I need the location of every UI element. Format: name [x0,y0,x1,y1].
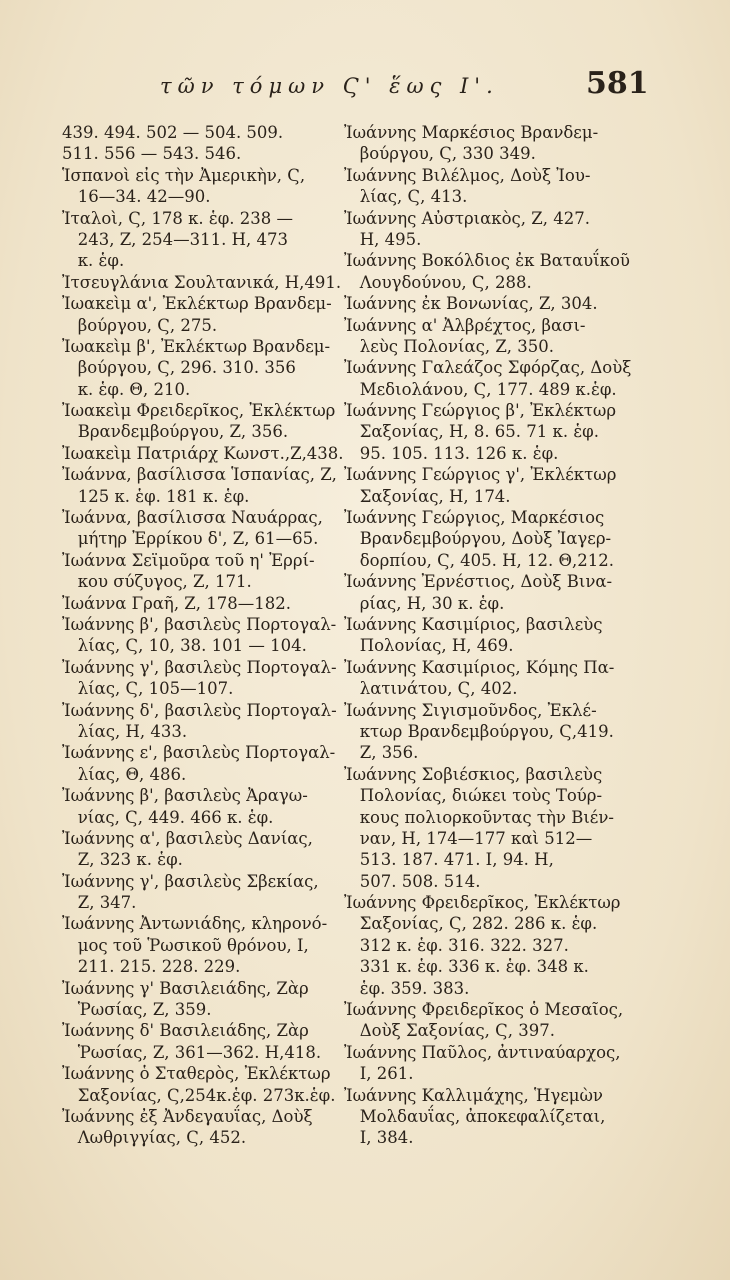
index-entry-line: Ἰωάννης Γεώργιος β', Ἐκλέκτωρ [344,401,617,421]
index-entry-line: Πολονίας, Η, 469. [344,636,514,656]
index-entry-line: κτωρ Βρανδεμβούργου, Ϛ,419. [344,721,614,741]
index-entry-line: δορπίου, Ϛ, 405. Η, 12. Θ,212. [344,550,615,570]
index-entry-line: λατινάτου, Ϛ, 402. [344,679,518,699]
index-entry-line: Ἰωάννης Σιγισμοῦνδος, Ἐκλέ- [344,700,597,720]
running-head: τῶν τόμων Ϛ' ἕως Ι'. [160,74,499,98]
index-entry-line: κ. ἑφ. [62,251,125,271]
index-entry-line: 511. 556 — 543. 546. [62,144,242,164]
index-entry-line: κ. ἑφ. Θ, 210. [62,379,191,399]
index-entry-line: Ἰωάννης β', βασιλεὺς Πορτογαλ- [62,614,337,634]
index-entry-line: 243, Ζ, 254—311. Η, 473 [62,229,289,249]
index-entry-line: Λουγδούνου, Ϛ, 288. [344,272,532,292]
index-entry-line: 439. 494. 502 — 504. 509. [62,123,284,142]
index-entry-line: Ἰωάννης δ' Βασιλειάδης, Ζὰρ [62,1021,309,1041]
index-entry-line: 312 κ. ἑφ. 316. 322. 327. [344,935,569,955]
index-entry-line: Ἰωάννης ε', βασιλεὺς Πορτογαλ- [62,743,336,763]
index-entry-line: κου σύζυγος, Ζ, 171. [62,572,252,592]
index-entry-line: Βρανδεμβούργου, Ζ, 356. [62,422,289,442]
index-entry-line: Σαξονίας, Η, 174. [344,486,511,506]
index-entry-line: Ἰωάννης Ἀντωνιάδης, κληρονό- [62,914,328,934]
index-entry-line: μήτηρ Ἐρρίκου δ', Ζ, 61—65. [62,529,319,549]
index-entry-line: Ἰωάννα, βασίλισσα Ἱσπανίας, Ζ, [62,465,337,485]
index-entry-line: Σαξονίας, Η, 8. 65. 71 κ. ἑφ. [344,422,599,442]
index-entry-line: Ἰτσευγλάνια Σουλτανικά, Η,491. [62,272,342,292]
page-header [0,64,730,104]
index-column-right [344,122,644,1149]
index-entry-line: Ἰωακεὶμ Πατριάρχ Κωνστ.,Ζ,438. [62,443,344,463]
index-entry-line: 16—34. 42—90. [62,187,211,207]
index-entry-line: βούργου, Ϛ, 296. 310. 356 [62,358,296,378]
index-entry-line: Ἰωακεὶμ Φρειδερῖκος, Ἐκλέκτωρ [62,401,336,421]
index-entry-line: Ζ, 347. [62,893,137,913]
index-entry-line: κους πολιορκοῦντας τὴν Βιέν- [344,807,614,827]
index-entry-line: 95. 105. 113. 126 κ. ἑφ. [344,443,559,463]
index-entry-line: Ἰωάννης Ἐρνέστιος, Δοὺξ Βινα- [344,572,613,592]
index-entry-line: Ἰωάννης ὁ Σταθερὸς, Ἐκλέκτωρ [62,1064,331,1084]
index-entry-line: Ἰωάννα Σεϊμοῦρα τοῦ η' Ἐρρί- [62,550,315,570]
index-entry-line: ναν, Η, 174—177 καὶ 512— [344,828,593,848]
index-entry-line: Ἰωάννης Βιλέλμος, Δοὺξ Ἰου- [344,165,591,185]
index-entry-line: 513. 187. 471. Ι, 94. Η, [344,850,554,870]
index-entry-line: Ἰωάννης ἐκ Βονωνίας, Ζ, 304. [344,294,598,314]
index-entry-line: Ἱσπανοὶ εἰς τὴν Ἀμερικὴν, Ϛ, [62,165,306,185]
index-entry-line: Μολδαυΐας, ἀποκεφαλίζεται, [344,1106,606,1126]
index-entry-line: Ἰωάννα, βασίλισσα Ναυάρρας, [62,508,323,528]
index-entry-line: Ἰωάννης γ' Βασιλειάδης, Ζὰρ [62,978,309,998]
index-entry-line: λίας, Θ, 486. [62,764,187,784]
index-entry-line: 507. 508. 514. [344,871,481,891]
index-entry-line: Ἰωάννης Φρειδερῖκος ὁ Μεσαῖος, [344,1000,624,1020]
index-entry-line: Ι, 384. [344,1128,414,1148]
index-entry-line: Σαξονίας, Ϛ, 282. 286 κ. ἑφ. [344,914,598,934]
index-entry-line: λίας, Ϛ, 413. [344,187,468,207]
index-entry-line: Βρανδεμβούργου, Δοὺξ Ἰαγερ- [344,529,612,549]
index-entry-line: Ἰωάννης δ', βασιλεὺς Πορτογαλ- [62,700,337,720]
index-entry-line: Ἰωάννης Σοβιέσκιος, βασιλεὺς [344,764,603,784]
index-entry-line: Ἰωακεὶμ α', Ἐκλέκτωρ Βρανδεμ- [62,294,332,314]
index-entry-line: Ἰωάννης Γεώργιος, Μαρκέσιος [344,508,605,528]
index-entry-line: Ἰταλοὶ, Ϛ, 178 κ. ἑφ. 238 — [62,208,294,228]
index-entry-line: Ἰωάννα Γραῆ, Ζ, 178—182. [62,593,291,613]
index-entry-line: Ῥωσίας, Ζ, 359. [62,1000,212,1020]
index-entry-line: Ἰωάννης Φρειδερῖκος, Ἐκλέκτωρ [344,893,621,913]
page-number: 581 [586,66,649,101]
index-entry-line: Ζ, 323 κ. ἑφ. [62,850,183,870]
index-entry-line: Ῥωσίας, Ζ, 361—362. Η,418. [62,1042,322,1062]
index-entry-line: 125 κ. ἑφ. 181 κ. ἑφ. [62,486,250,506]
index-entry-line: βούργου, Ϛ, 330 349. [344,144,536,164]
index-entry-line: Δοὺξ Σαξονίας, Ϛ, 397. [344,1021,556,1041]
index-entry-line: λίας, Ϛ, 105—107. [62,679,234,699]
index-entry-line: Ἰωάννης α' Ἀλβρέχτος, βασι- [344,315,586,335]
index-entry-line: Ἰωακεὶμ β', Ἐκλέκτωρ Βρανδεμ- [62,336,331,356]
index-entry-line: Ἰωάννης Αὐστριακὸς, Ζ, 427. [344,208,590,228]
index-entry-line: Η, 495. [344,229,422,249]
index-entry-line: Σαξονίας, Ϛ,254κ.ἑφ. 273κ.ἑφ. [62,1085,336,1105]
index-column-left [62,122,344,1149]
index-entry-line: λίας, Η, 433. [62,721,188,741]
index-entry-line: Ι, 261. [344,1064,414,1084]
index-entry-line: ἑφ. 359. 383. [344,978,470,998]
index-entry-line: Ἰωάννης Γεώργιος γ', Ἐκλέκτωρ [344,465,617,485]
index-entry-line: Ἰωάννης Καλλιμάχης, Ἡγεμὼν [344,1085,603,1105]
index-entry-line: Ἰωάννης α', βασιλεὺς Δανίας, [62,828,313,848]
index-entry-line: Ἰωάννης β', βασιλεὺς Ἀραγω- [62,786,308,806]
index-entry-line: 211. 215. 228. 229. [62,957,241,977]
index-entry-line: νίας, Ϛ, 449. 466 κ. ἑφ. [62,807,274,827]
index-entry-line: Ἰωάννης ἐξ Ἀνδεγαυΐας, Δοὺξ [62,1106,313,1126]
index-entry-line: ρίας, Η, 30 κ. ἑφ. [344,593,505,613]
index-entry-line: Λωθριγγίας, Ϛ, 452. [62,1128,247,1148]
index-entry-line: Μεδιολάνου, Ϛ, 177. 489 κ.ἑφ. [344,379,617,399]
index-entry-line: λίας, Ϛ, 10, 38. 101 — 104. [62,636,307,656]
index-entry-line: Ἰωάννης Γαλεάζος Σφόρζας, Δοὺξ [344,358,632,378]
index-entry-line: Ἰωάννης Βοκόλδιος ἐκ Βαταυΐκοῦ [344,251,630,271]
index-entry-line: Ζ, 356. [344,743,419,763]
index-entry-line: 331 κ. ἑφ. 336 κ. ἑφ. 348 κ. [344,957,589,977]
index-entry-line: Ἰωάννης Παῦλος, ἀντιναύαρχος, [344,1042,621,1062]
index-entry-line: Ἰωάννης γ', βασιλεὺς Πορτογαλ- [62,657,337,677]
index-entry-line: Ἰωάννης Μαρκέσιος Βρανδεμ- [344,123,599,142]
index-entry-line: μος τοῦ Ῥωσικοῦ θρόνου, Ι, [62,935,309,955]
index-entry-line: Ἰωάννης γ', βασιλεὺς Σβεκίας, [62,871,319,891]
index-entry-line: λεὺς Πολονίας, Ζ, 350. [344,336,555,356]
index-entry-line: βούργου, Ϛ, 275. [62,315,218,335]
index-entry-line: Πολονίας, διώκει τοὺς Τούρ- [344,786,603,806]
index-entry-line: Ἰωάννης Κασιμίριος, βασιλεὺς [344,614,603,634]
index-entry-line: Ἰωάννης Κασιμίριος, Κόμης Πα- [344,657,615,677]
